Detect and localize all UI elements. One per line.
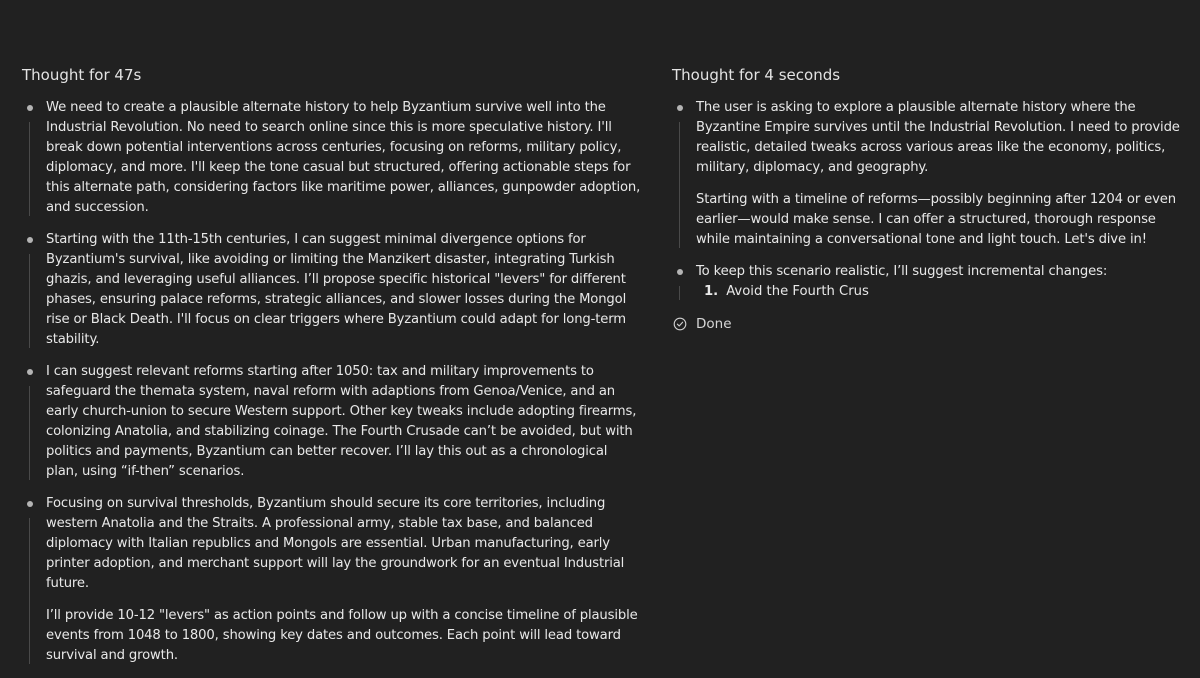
thought-item xyxy=(22,494,642,666)
list-text: Avoid the Fourth Crus xyxy=(726,284,869,299)
thread-line xyxy=(29,122,30,216)
thought-panel-right xyxy=(672,64,1182,334)
thread-line xyxy=(29,386,30,480)
bullet-icon xyxy=(677,105,683,111)
thought-paragraph: To keep this scenario realistic, I’ll suggest incremental changes: xyxy=(696,264,1108,279)
status-label: Done xyxy=(696,316,732,332)
bullet-icon xyxy=(27,369,33,375)
thought-item xyxy=(672,98,1182,250)
thought-paragraph: Focusing on survival thresholds, Byzantium should secure its core territories, including western Anatolia and the Straits. A professional army, stable tax base, and balanced diplomacy with Italian republics and Mongols are essential. Urban manufacturing, early printer adoption, and merchant support will lay the groundwork for an eventual Industrial future. xyxy=(46,496,625,591)
bullet-icon xyxy=(27,501,33,507)
status-done xyxy=(672,314,1182,334)
thought-duration-toggle[interactable]: Thought for 47s xyxy=(22,66,142,84)
thought-item xyxy=(22,230,642,350)
thought-paragraph: We need to create a plausible alternate history to help Byzantium survive well into the Industrial Revolution. No need to search online since this is more speculative history. I'll break down potential interventions across centuries, focusing on reforms, military policy, diplomacy, and more. I'll keep the tone casual but structured, offering actionable steps for this alternate path, considering factors like maritime power, alliances, gunpowder adoption, and succession. xyxy=(46,100,641,215)
thought-item xyxy=(672,262,1182,302)
thought-duration-toggle[interactable]: Thought for 4 seconds xyxy=(672,66,841,84)
thread-line xyxy=(29,518,30,664)
bullet-icon xyxy=(27,105,33,111)
thought-paragraph: I’ll provide 10-12 "levers" as action points and follow up with a concise timeline of plausible events from 1048 to 1800, showing key dates and outcomes. Each point will lead toward survival and growth. xyxy=(46,608,638,663)
thread-line xyxy=(679,122,680,248)
thought-item xyxy=(22,98,642,218)
bullet-icon xyxy=(27,237,33,243)
thread-line xyxy=(679,286,680,300)
thought-paragraph: I can suggest relevant reforms starting after 1050: tax and military improvements to safeguard the themata system, naval reform with adaptions from Genoa/Venice, and an early church-union to secure Western support. Other key tweaks include adopting firearms, colonizing Anatolia, and stabilizing coinage. The Fourth Crusade can’t be avoided, but with politics and payments, Byzantium can better recover. I’ll lay this out as a chronological plan, using “if-then” scenarios. xyxy=(46,364,637,479)
bullet-icon xyxy=(677,269,683,275)
numbered-list-item xyxy=(696,282,1182,302)
list-number: 1. xyxy=(704,284,719,299)
thought-item xyxy=(22,362,642,482)
thought-paragraph: Starting with a timeline of reforms—possibly beginning after 1204 or even earlier—would make sense. I can offer a structured, thorough response while maintaining a conversational tone and light touch. Let's dive in! xyxy=(696,192,1176,247)
thought-panel-left xyxy=(22,64,642,678)
thought-paragraph: The user is asking to explore a plausible alternate history where the Byzantine Empire survives until the Industrial Revolution. I need to provide realistic, detailed tweaks across various areas like the economy, politics, military, diplomacy, and geography. xyxy=(696,100,1180,175)
thought-paragraph: Starting with the 11th-15th centuries, I can suggest minimal divergence options for Byzantium's survival, like avoiding or limiting the Manzikert disaster, integrating Turkish ghazis, and leveraging useful alliances. I’ll propose specific historical "levers" for different phases, ensuring palace reforms, strategic alliances, and slower losses during the Mongol rise or Black Death. I'll focus on clear triggers where Byzantium could adapt for long-term stability. xyxy=(46,232,627,347)
thread-line xyxy=(29,254,30,348)
check-circle-icon xyxy=(673,317,687,331)
